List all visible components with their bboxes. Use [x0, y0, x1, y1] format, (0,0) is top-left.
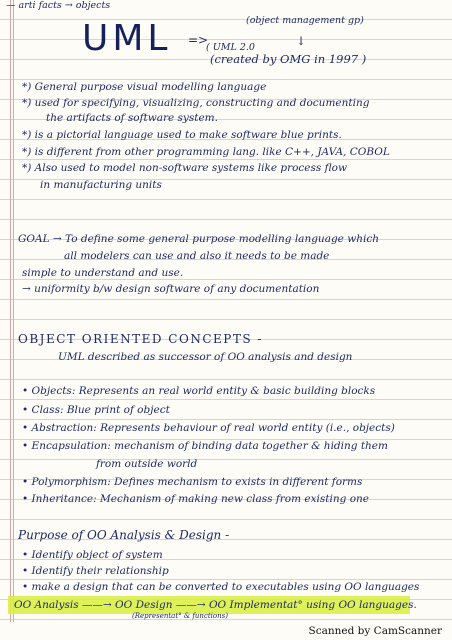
intro-line: *) is different from other programming lang. like C++, JAVA, COBOL — [22, 146, 390, 158]
goal-line: GOAL → To define some general purpose modelling language which — [18, 233, 379, 245]
margin-line — [13, 0, 14, 622]
top-note: — arti facts → objects — [6, 0, 111, 11]
ooc-item: • Abstraction: Represents behaviour of real world entity (i.e., objects) — [22, 422, 395, 434]
intro-line: in manufacturing units — [40, 179, 162, 191]
purpose-item: • Identify their relationship — [22, 565, 169, 577]
ooc-item: • Objects: Represents an real world entity & basic building blocks — [22, 385, 376, 397]
margin-line — [10, 0, 11, 622]
omg-note: (object management gp) — [246, 15, 364, 26]
purpose-item: • Identify object of system — [22, 549, 163, 561]
ooc-item: • Class: Blue print of object — [22, 404, 170, 416]
goal-line: → uniformity b/w design software of any documentation — [22, 283, 320, 295]
goal-line: all modelers can use and also it needs to be made — [64, 250, 330, 262]
intro-line: *) is a pictorial language used to make software blue prints. — [22, 129, 342, 141]
section-heading-purpose: Purpose of OO Analysis & Design - — [18, 528, 230, 542]
page-title: UML — [82, 18, 172, 59]
intro-line: *) Also used to model non-software systems like process flow — [22, 162, 347, 174]
ooc-subheading: UML described as successor of OO analysis and design — [58, 351, 353, 363]
intro-line: *) used for specifying, visualizing, constructing and documenting — [22, 97, 370, 109]
ooc-item: • Encapsulation: mechanism of binding data together & hiding them — [22, 440, 388, 452]
goal-line: simple to understand and use. — [22, 267, 184, 279]
section-heading-ooc: OBJECT ORIENTED CONCEPTS - — [18, 332, 263, 346]
ooc-item: • Inheritance: Mechanism of making new class from existing one — [22, 493, 369, 505]
arrow-down-icon: ↓ — [296, 34, 307, 48]
ooc-item: • Polymorphism: Defines mechanism to exists in different forms — [22, 476, 363, 488]
intro-line: the artifacts of software system. — [46, 112, 218, 124]
title-arrow: => — [188, 33, 209, 47]
ooc-item: from outside world — [96, 458, 198, 470]
subtitle-uml2: ( UML 2.0 — [206, 42, 255, 53]
faded-watermark — [347, 499, 452, 577]
purpose-flow: OO Analysis ——→ OO Design ——→ OO Implementat° using OO languages. — [14, 599, 417, 611]
scanner-footer: Scanned by CamScanner — [308, 625, 442, 637]
purpose-item: • make a design that can be converted to executables using OO languages — [22, 581, 420, 593]
intro-line: *) General purpose visual modelling language — [22, 81, 267, 93]
purpose-flow-sub: (Representat° & functions) — [132, 612, 228, 620]
subtitle-created-by: (created by OMG in 1997 ) — [210, 52, 367, 66]
